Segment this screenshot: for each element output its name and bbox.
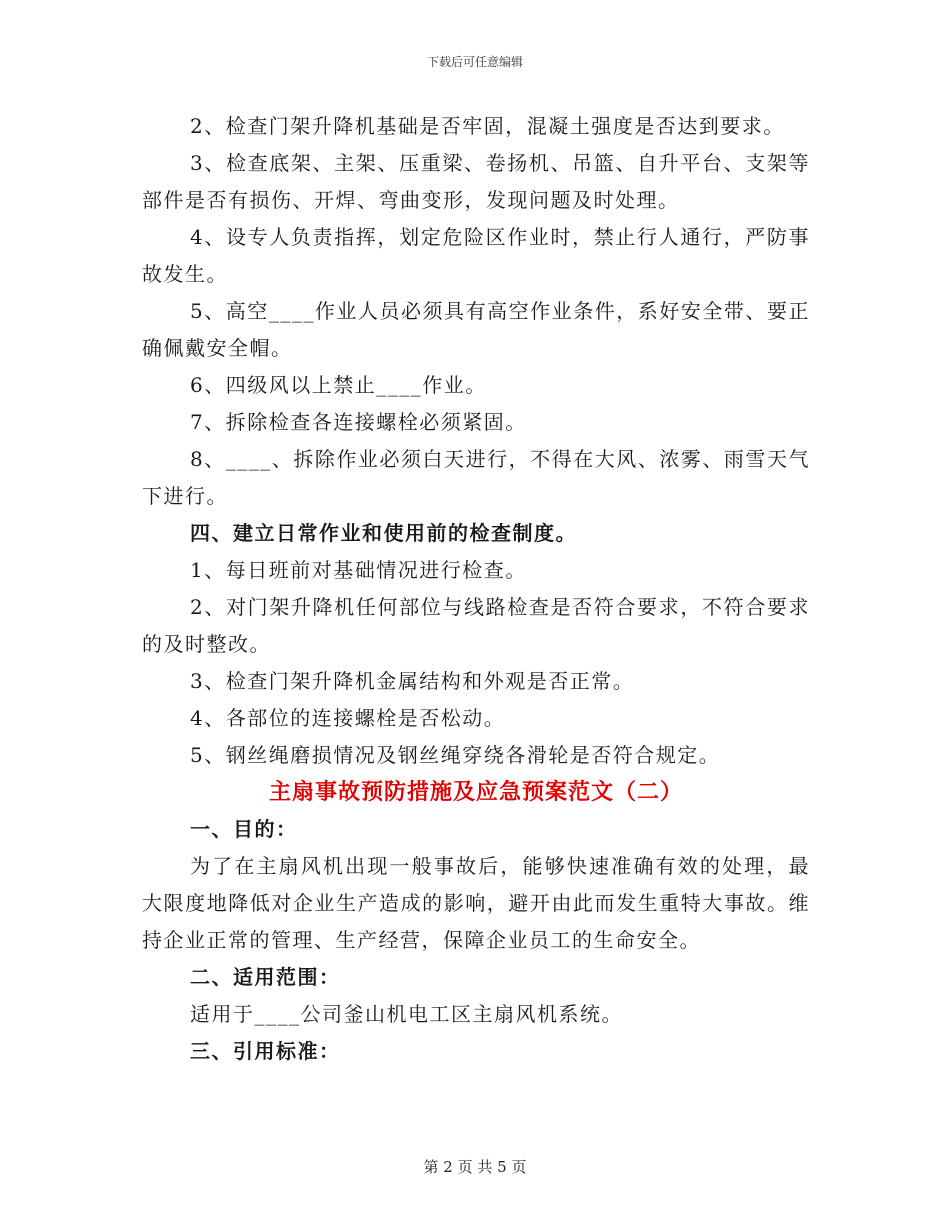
paragraph: 5、高空____作业人员必须具有高空作业条件，系好安全带、要正确佩戴安全帽。 (142, 299, 810, 360)
paragraph: 4、设专人负责指挥，划定危险区作业时，禁止行人通行，严防事故发生。 (142, 225, 810, 286)
paragraph: 为了在主扇风机出现一般事故后，能够快速准确有效的处理，最大限度地降低对企业生产造成的影响，避开由此而发生重特大事故。维持企业正常的管理、生产经营，保障企业员工的生命安全。 (142, 854, 810, 952)
page-number: 第 2 页 共 5 页 (423, 1158, 527, 1176)
paragraph: 1、每日班前对基础情况进行检查。 (190, 558, 527, 582)
paragraph: 3、检查底架、主架、压重梁、卷扬机、吊篮、自升平台、支架等部件是否有损伤、开焊、弯曲变形，发现问题及时处理。 (142, 151, 810, 212)
paragraph: 5、钢丝绳磨损情况及钢丝绳穿绕各滑轮是否符合规定。 (190, 743, 721, 767)
paragraph: 6、四级风以上禁止____作业。 (190, 373, 487, 397)
section-heading: 二、适用范围： (190, 965, 341, 989)
section-heading: 三、引用标准： (190, 1039, 341, 1063)
paragraph: 8、____、拆除作业必须白天进行，不得在大风、浓雾、雨雪天气下进行。 (142, 447, 810, 508)
document-body (142, 108, 810, 1070)
section-heading: 一、目的： (190, 817, 298, 841)
page-header-note: 下载后可任意编辑 (426, 55, 523, 69)
document-title: 主扇事故预防措施及应急预案范文（二） (268, 780, 683, 805)
paragraph: 2、对门架升降机任何部位与线路检查是否符合要求，不符合要求的及时整改。 (142, 595, 810, 656)
paragraph: 7、拆除检查各连接螺栓必须紧固。 (190, 410, 527, 434)
paragraph: 3、检查门架升降机金属结构和外观是否正常。 (190, 669, 635, 693)
paragraph: 4、各部位的连接螺栓是否松动。 (190, 706, 506, 730)
paragraph: 适用于____公司釜山机电工区主扇风机系统。 (190, 1002, 623, 1026)
paragraph: 2、检查门架升降机基础是否牢固，混凝土强度是否达到要求。 (190, 114, 785, 138)
section-heading: 四、建立日常作业和使用前的检查制度。 (190, 521, 577, 545)
